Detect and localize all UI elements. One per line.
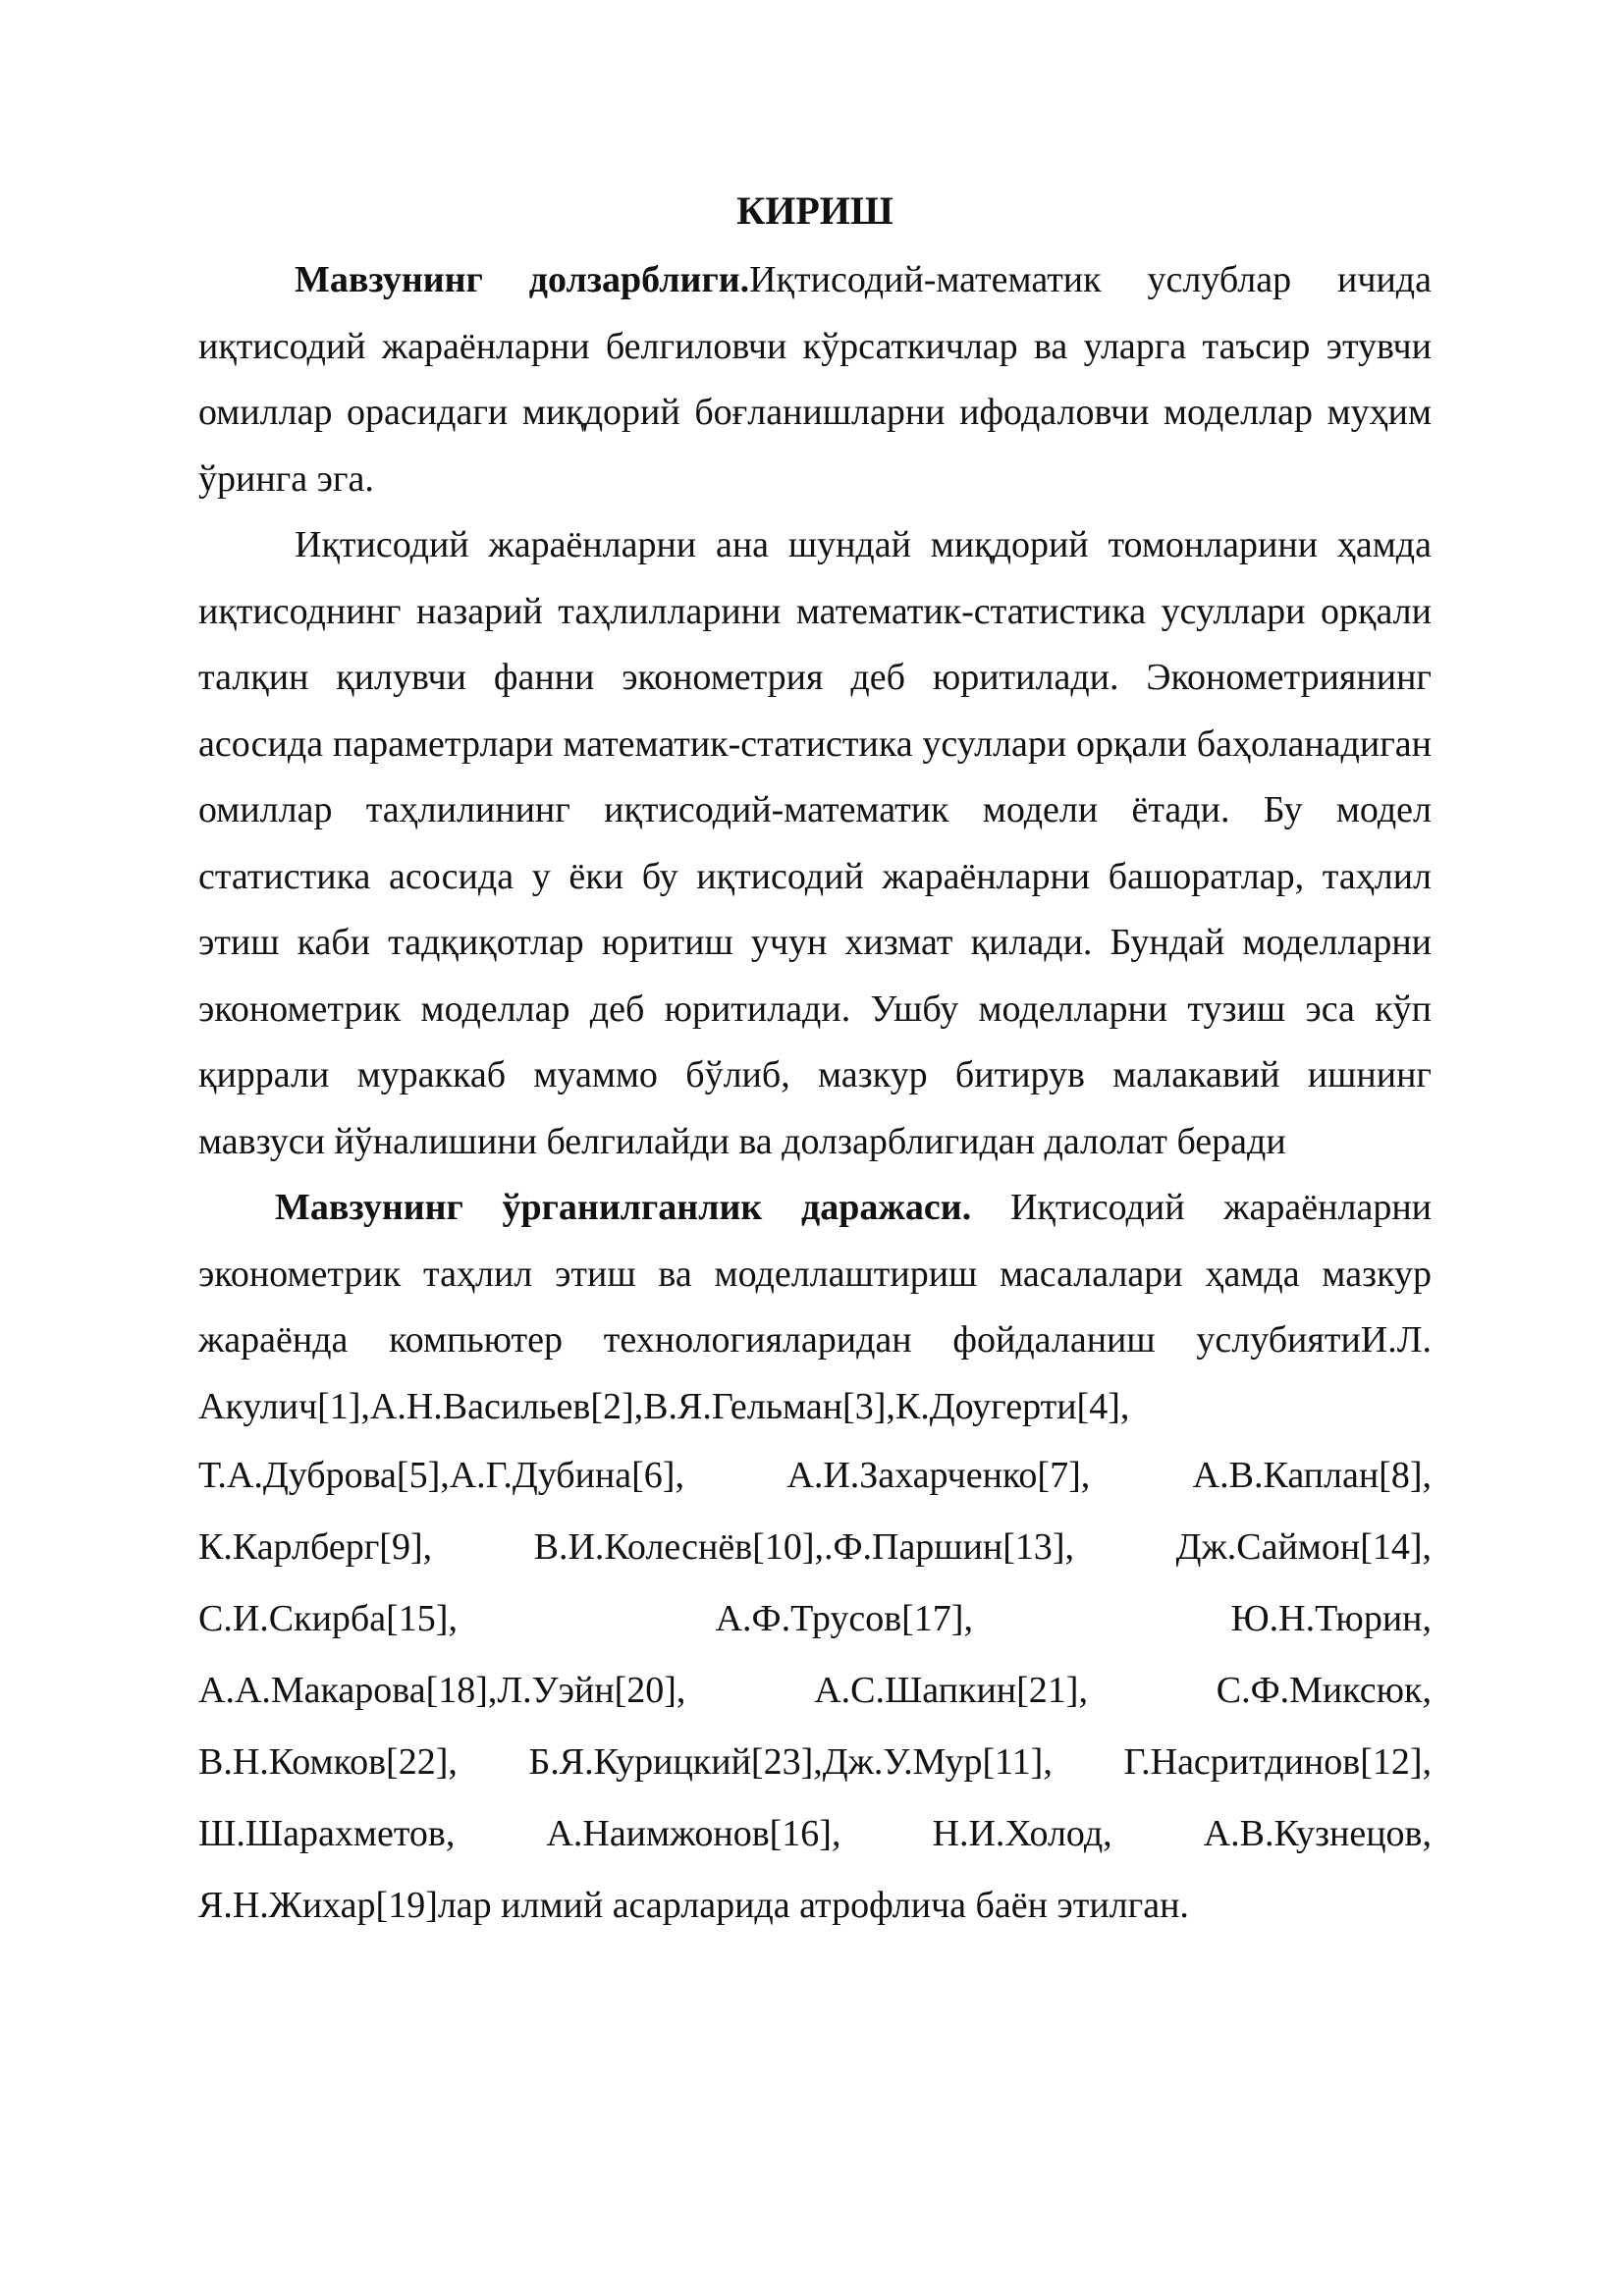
study-degree-heading: Мавзунинг ўрганилганлик даражаси. xyxy=(275,1187,972,1228)
author-line: Я.Н.Жихар[19]лар илмий асарларида атрофлича баён этилган. xyxy=(198,1885,1189,1926)
econometrics-paragraph: Иқтисодий жараёнларни ана шундай миқдорий томонларини ҳамда иқтисоднинг назарий таҳлилларини математик-статистика усуллари орқали талқин қилувчи фанни эконометрия деб юритилади. Эконометриянинг асосида параметрлари математик-статистика усуллари орқали баҳоланадиган омиллар таҳлилининг иқтисодий-математик модели ётади. Бу модел статистика асосида у ёки бу иқтисодий жараёнларни башоратлар, таҳлил этиш каби тадқиқотлар юритиш учун хизмат қилади. Бундай моделларни эконометрик моделлар деб юритилади. Ушбу моделларни тузиш эса кўп қиррали мураккаб муаммо бўлиб, мазкур битирув малакавий ишнинг мавзуси йўналишини белгилайди ва долзарблигидан далолат беради xyxy=(198,524,1432,1162)
relevance-text: Иқтисодий-математик услублар ичида иқтисодий жараёнларни белгиловчи кўрсаткичлар ва уларга таъсир этувчи омиллар орасидаги миқдорий боғланишларни ифодаловчи моделлар муҳим ўринга эга. xyxy=(198,259,1432,500)
study-degree-paragraph xyxy=(198,1175,1432,1440)
authors-list xyxy=(198,1440,1432,1942)
page-title: КИРИШ xyxy=(736,188,893,233)
study-degree-text: Иқтисодий жараёнларни эконометрик таҳлил этиш ва моделлаштириш масалалари ҳамда мазкур жараёнда компьютер технологияларидан фойдаланиш услубиятиИ.Л. Акулич[1],А.Н.Васильев[2],В.Я.Гельман[3],К.Доугерти[4], xyxy=(198,1187,1432,1427)
relevance-heading: Мавзунинг долзарблиги. xyxy=(295,259,750,300)
author-line: В.Н.Комков[22], Б.Я.Курицкий[23],Дж.У.Мур[11], Г.Насритдинов[12], xyxy=(198,1741,1432,1783)
document-page xyxy=(198,187,1432,1942)
author-line: Ш.Шарахметов, А.Наимжонов[16], Н.И.Холод, А.В.Кузнецов, xyxy=(198,1813,1432,1854)
relevance-paragraph xyxy=(198,247,1432,512)
author-line: С.И.Скирба[15], А.Ф.Трусов[17], Ю.Н.Тюрин, xyxy=(198,1598,1432,1639)
author-line: А.А.Макарова[18],Л.Уэйн[20], А.С.Шапкин[21], С.Ф.Миксюк, xyxy=(198,1670,1432,1711)
author-line: Т.А.Дуброва[5],А.Г.Дубина[6], А.И.Захарченко[7], А.В.Каплан[8], xyxy=(198,1455,1432,1496)
author-line: К.Карлберг[9], В.И.Колеснёв[10],.Ф.Паршин[13], Дж.Саймон[14], xyxy=(198,1526,1432,1568)
